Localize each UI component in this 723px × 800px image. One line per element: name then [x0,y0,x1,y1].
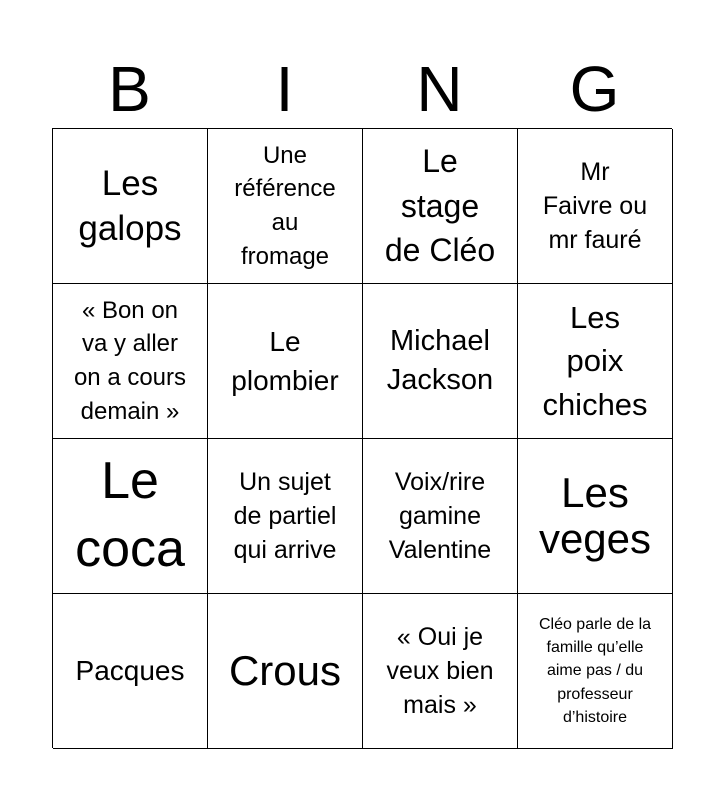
bingo-cell-6[interactable] [208,284,363,439]
cell-text: Cléo parle de la famille qu’elle aime pas / du professeur d’histoire [538,616,652,726]
cell-text: Pacques [75,655,185,687]
bingo-header [52,50,672,128]
header-letter-g: G [569,53,620,125]
cell-text: Crous [228,646,342,694]
cell-text: « Oui je veux bien mais » [386,622,494,720]
bingo-cell-9[interactable] [53,439,208,594]
header-letter-b: B [108,53,151,125]
cell-text: Le coca [75,452,185,578]
header-letter-n: N [416,53,463,125]
bingo-grid [52,128,672,748]
cell-text: Mr Faivre ou mr fauré [542,157,648,255]
bingo-cell-2[interactable] [208,129,363,284]
bingo-cell-10[interactable] [208,439,363,594]
bingo-cell-7[interactable] [363,284,518,439]
cell-text: Une référence au fromage [234,141,336,270]
header-letter-i: I [275,53,294,125]
bingo-cell-3[interactable] [363,129,518,284]
bingo-cell-13[interactable] [53,594,208,749]
cell-text: Le plombier [231,325,339,396]
cell-text: Voix/rire gamine Valentine [388,467,492,565]
cell-text: Les poix chiches [542,299,648,422]
cell-text: Un sujet de partiel qui arrive [233,467,337,565]
cell-text: Les galops [78,163,182,248]
cell-text: Le stage de Cléo [384,142,496,269]
bingo-cell-14[interactable] [208,594,363,749]
bingo-cell-15[interactable] [363,594,518,749]
bingo-cell-12[interactable] [518,439,673,594]
bingo-cell-11[interactable] [363,439,518,594]
bingo-cell-16[interactable] [518,594,673,749]
bingo-cell-8[interactable] [518,284,673,439]
bingo-cell-4[interactable] [518,129,673,284]
bingo-cell-1[interactable] [53,129,208,284]
cell-text: « Bon on va y aller on a cours demain » [73,296,187,425]
cell-text: Les veges [538,468,652,562]
cell-text: Michael Jackson [386,324,494,396]
bingo-cell-5[interactable] [53,284,208,439]
